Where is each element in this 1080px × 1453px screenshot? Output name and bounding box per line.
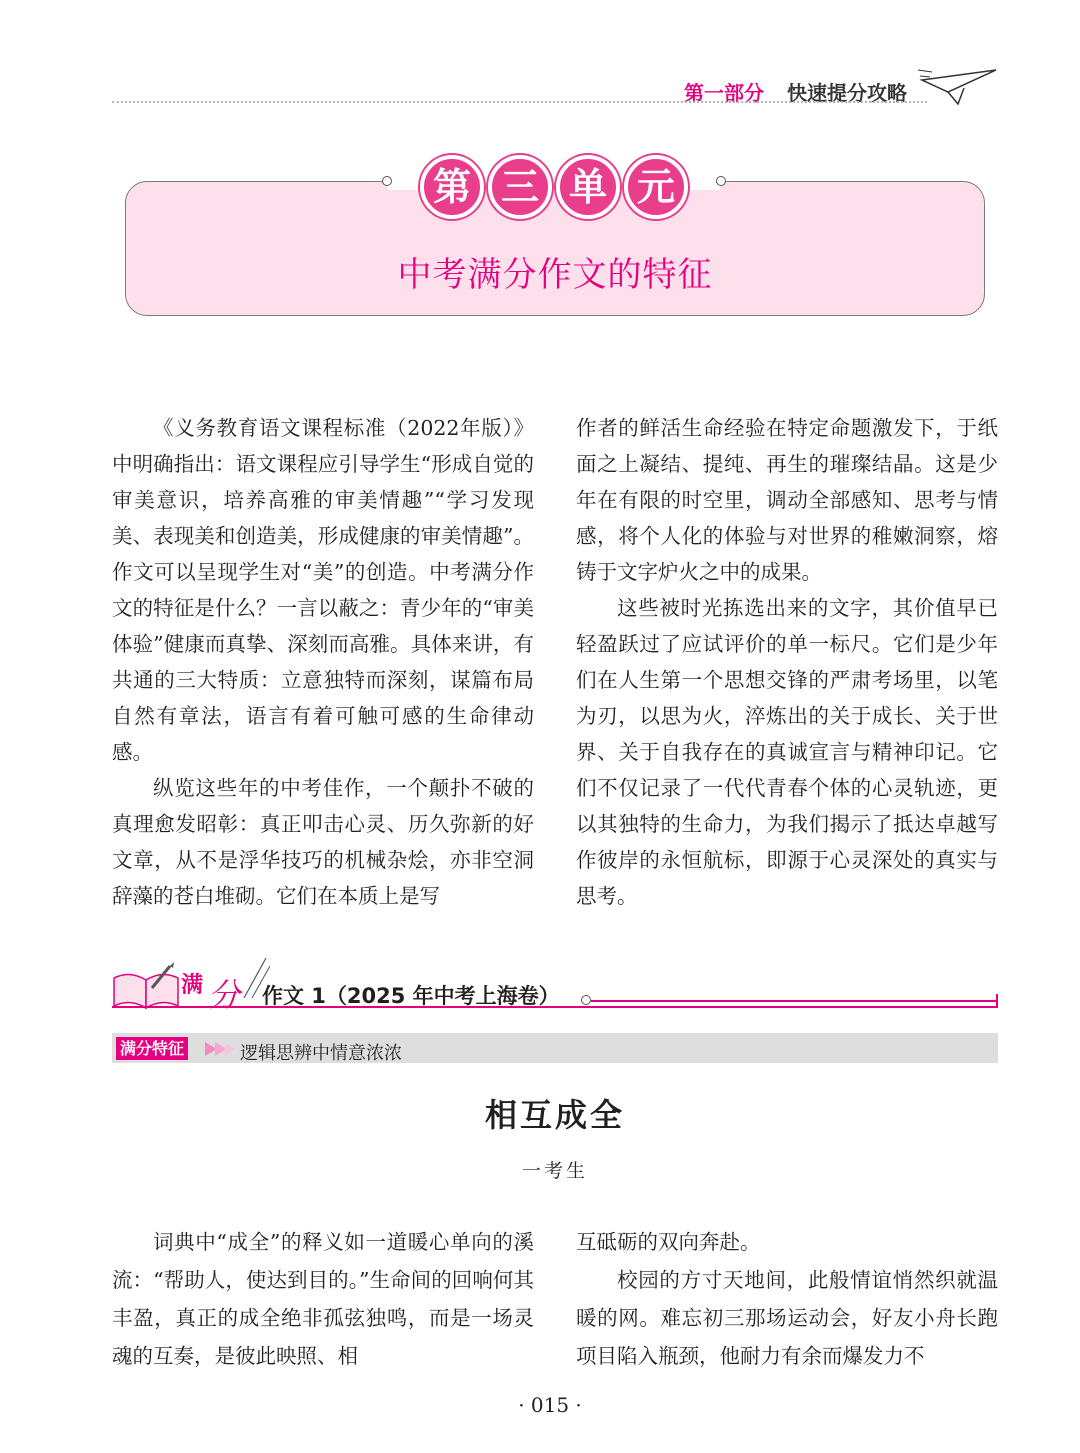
- essay-author: 一考生: [521, 1160, 588, 1182]
- arrow-icon: [203, 1038, 235, 1060]
- essay-right-column: [576, 1223, 998, 1375]
- intro-paragraph: 纵览这些年的中考佳作，一个颠扑不破的真理愈发昭彰：真正叩击心灵、历久弥新的好文章，从不是浮华技巧的机械杂烩，亦非空洞辞藻的苍白堆砌。它们在本质上是写: [112, 776, 534, 908]
- page-number: · 015 ·: [518, 1393, 582, 1417]
- essay-paragraph: 词典中“成全”的释义如一道暖心单向的溪流：“帮助人，使达到目的。”生命间的回响何其丰盈，真正的成全绝非孤弦独鸣，而是一场灵魂的互奏，是彼此映照、相: [112, 1230, 534, 1368]
- unit-char-badge: 第: [420, 155, 484, 219]
- section-underline: [112, 1006, 998, 1008]
- header-title: 快速提分攻略: [787, 81, 907, 105]
- essay-paragraph: 互砥砺的双向奔赴。: [576, 1230, 761, 1254]
- unit-char-badge: 单: [556, 155, 620, 219]
- unit-char-badge: 元: [624, 155, 688, 219]
- essay-left-column: [112, 1223, 534, 1375]
- essay-section-label: 作文 1（2025 年中考上海卷）: [262, 984, 560, 1008]
- paper-plane-icon: [918, 64, 1000, 106]
- header-part-label: 第一部分: [684, 81, 764, 105]
- intro-paragraph: 《义务教育语文课程标准（2022年版）》中明确指出：语文课程应引导学生“形成自觉的审美意识，培养高雅的审美情趣”“学习发现美、表现美和创造美，形成健康的审美情趣”。作文可以呈现学生对“美”的创造。中考满分作文的特征是什么？一言以蔽之：青少年的“审美体验”健康而真挚、深刻而高雅。具体来讲，有共通的三大特质：立意独特而深刻，谋篇布局自然有章法，语言有着可触可感的生命律动感。: [112, 416, 534, 764]
- feature-label: 满分特征: [116, 1037, 188, 1060]
- section-man-char: 满: [181, 973, 204, 998]
- intro-right-column: [576, 410, 998, 914]
- essay-title: 相互成全: [484, 1096, 625, 1134]
- intro-paragraph: 这些被时光拣选出来的文字，其价值早已轻盈跃过了应试评价的单一标尺。它们是少年们在人生第一个思想交锋的严肃考场里，以笔为刃，以思为火，淬炼出的关于成长、关于世界、关于自我存在的真诚宣言与精神印记。它们不仅记录了一代代青春个体的心灵轨迹，更以其独特的生命力，为我们揭示了抵达卓越写作彼岸的永恒航标，即源于心灵深处的真实与思考。: [576, 596, 998, 908]
- section-fen-char: 分: [208, 976, 241, 1014]
- feature-text: 逻辑思辨中情意浓浓: [240, 1043, 402, 1064]
- unit-subtitle: 中考满分作文的特征: [397, 255, 713, 295]
- intro-paragraph: 作者的鲜活生命经验在特定命题激发下，于纸面之上凝结、提纯、再生的璀璨结晶。这是少年在有限的时空里，调动全部感知、思考与情感，将个人化的体验与对世界的稚嫩洞察，熔铸于文字炉火之中的成果。: [576, 416, 998, 584]
- unit-banner-right-ring: [716, 176, 726, 186]
- section-line: [591, 1000, 997, 1002]
- intro-left-column: [112, 410, 534, 914]
- essay-paragraph: 校园的方寸天地间，此般情谊悄然织就温暖的网。难忘初三那场运动会，好友小舟长跑项目陷入瓶颈，他耐力有余而爆发力不: [576, 1268, 998, 1368]
- unit-banner-left-ring: [382, 176, 392, 186]
- section-line-ring: [581, 995, 591, 1005]
- unit-char-badge: 三: [488, 155, 552, 219]
- header-divider: [112, 101, 927, 103]
